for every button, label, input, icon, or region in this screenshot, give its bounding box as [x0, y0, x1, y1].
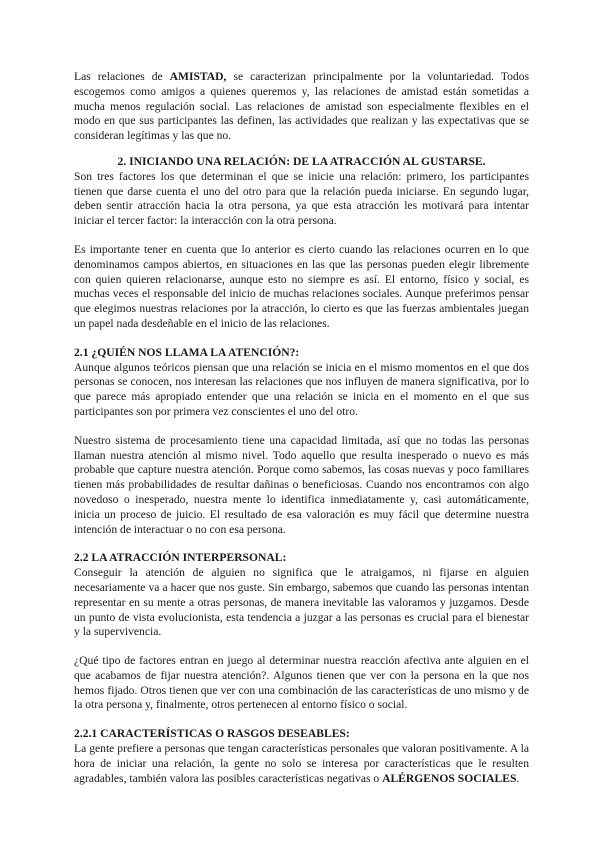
paragraph-amistad: Las relaciones de AMISTAD, se caracterizan principalmente por la voluntariedad. Todos escogemos como amigos a quienes queremos y, las relaciones de amistad están sometidas a mucha menos regulación social. Las relaciones de amistad son especialmente flexibles en el modo en que sus participantes las definen, las actividades que realizan y las expectativas que se consideran legítimas y las que no.: [74, 70, 529, 143]
section-heading-2-2-1: 2.2.1 CARACTERÍSTICAS O RASGOS DESEABLES:: [74, 727, 350, 741]
paragraph-conseguir-atencion: Conseguir la atención de alguien no significa que le atraigamos, ni fijarse en alguien necesariamente va a hacer que nos guste. Sin embargo, sabemos que cuando las personas intentan representar en su mente a otras personas, de manera inevitable las valoramos y juzgamos. Desde un punto de vista evolucionista, esta tendencia a juzgar a las personas es crucial para el bienestar y la supervivencia.: [74, 566, 529, 639]
paragraph-factores-reaccion: ¿Qué tipo de factores entran en juego al determinar nuestra reacción afectiva ante alguien en el que acabamos de fijar nuestra atención?. Algunos tienen que ver con la persona en la que nos hemos fijado. Otros tienen que ver con una combinación de las características de uno mismo y de la otra persona y, finalmente, otros pertenecen al entorno físico o social.: [74, 654, 529, 712]
alergenos-sociales-term: ALÉRGENOS SOCIALES: [382, 771, 517, 785]
paragraph-procesamiento: Nuestro sistema de procesamiento tiene una capacidad limitada, así que no todas las personas llaman nuestra atención al mismo nivel. Todo aquello que resulta inesperado o nuevo es más probable que capture nuestra atención. Porque como sabemos, las cosas nuevas y poco familiares tienen más probabilidades de resultar dañinas o beneficiosas. Cuando nos encontramos con algo novedoso o inesperado, nuestra mente lo identifica inmediatamente y, casi automáticamente, inicia un proceso de juicio. El resultado de esa valoración es muy fácil que determine nuestra intención de interactuar o no con esa persona.: [74, 433, 529, 536]
paragraph-campos-abiertos: Es importante tener en cuenta que lo anterior es cierto cuando las relaciones ocurren en lo que denominamos campos abiertos, en situaciones en las que las personas pueden elegir libremente con quien quieren relacionarse, aunque esto no siempre es así. El entorno, físico y social, es muchas veces el responsable del inicio de muchas relaciones sociales. Aunque preferimos pensar que elegimos nuestras relaciones por la atracción, lo cierto es que las fuerzas ambientales juegan un papel nada desdeñable en el inicio de las relaciones.: [74, 242, 529, 330]
paragraph-tres-factores: Son tres factores los que determinan el que se inicie una relación: primero, los participantes tienen que darse cuenta el uno del otro para que la relación pueda iniciarse. En segundo lugar, deben sentir atracción hacia la otra persona, ya que esta atracción les motivará para intentar iniciar el tercer factor: la interacción con la otra persona.: [74, 169, 529, 228]
section-heading-2: 2. INICIANDO UNA RELACIÓN: DE LA ATRACCIÓN AL GUSTARSE.: [117, 154, 486, 168]
paragraph-teoricos: Aunque algunos teóricos piensan que una relación se inicia en el mismo momentos en el que dos personas se conocen, nos interesan las relaciones que nos influyen de manera significativa, por lo que parece más apropiado entender que una relación se inicia en el momento en el que sus participantes son por primera vez conscientes el uno del otro.: [74, 360, 529, 418]
section-heading-2-2: 2.2 LA ATRACCIÓN INTERPERSONAL:: [74, 551, 287, 565]
amistad-term: AMISTAD,: [169, 70, 227, 83]
paragraph-rasgos-deseables: La gente prefiere a personas que tengan características personales que valoran positivamente. A la hora de iniciar una relación, la gente no solo se interesa por características que le resulten agradables, también valora las posibles características negativas o ALÉRGENOS SOCIALES.: [74, 742, 529, 785]
section-heading-2-1: 2.1 ¿QUIÉN NOS LLAMA LA ATENCIÓN?:: [74, 345, 300, 359]
